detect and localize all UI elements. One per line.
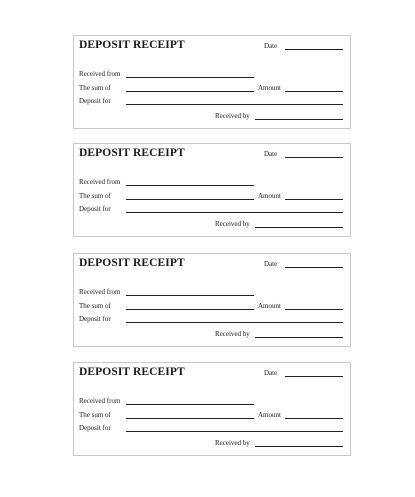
received-from-label: Received from — [79, 178, 121, 186]
date-label: Date — [264, 260, 278, 268]
received-by-field[interactable] — [255, 227, 343, 228]
received-from-label: Received from — [79, 397, 121, 405]
received-by-field[interactable] — [255, 337, 343, 338]
amount-field[interactable] — [285, 199, 343, 200]
received-by-label: Received by — [215, 330, 250, 338]
date-field[interactable] — [285, 157, 343, 158]
amount-field[interactable] — [285, 418, 343, 419]
amount-label: Amount — [258, 84, 281, 92]
received-by-field[interactable] — [255, 119, 343, 120]
deposit-receipt — [73, 253, 351, 347]
deposit-receipt — [73, 35, 351, 129]
sum-label: The sum of — [79, 411, 111, 419]
date-label: Date — [264, 42, 278, 50]
deposit-receipt — [73, 143, 351, 237]
received-from-field[interactable] — [126, 295, 254, 296]
date-field[interactable] — [285, 49, 343, 50]
sum-field[interactable] — [126, 309, 254, 310]
received-from-field[interactable] — [126, 77, 254, 78]
date-field[interactable] — [285, 267, 343, 268]
deposit-for-field[interactable] — [126, 322, 343, 323]
deposit-for-field[interactable] — [126, 104, 343, 105]
amount-label: Amount — [258, 192, 281, 200]
sum-label: The sum of — [79, 84, 111, 92]
deposit-for-label: Deposit for — [79, 205, 111, 213]
date-label: Date — [264, 150, 278, 158]
receipt-title: DEPOSIT RECEIPT — [79, 147, 185, 159]
received-by-label: Received by — [215, 112, 250, 120]
deposit-for-field[interactable] — [126, 431, 343, 432]
amount-label: Amount — [258, 302, 281, 310]
sum-label: The sum of — [79, 302, 111, 310]
sum-field[interactable] — [126, 91, 254, 92]
received-from-label: Received from — [79, 70, 121, 78]
received-by-label: Received by — [215, 220, 250, 228]
receipt-title: DEPOSIT RECEIPT — [79, 257, 185, 269]
deposit-receipt — [73, 362, 351, 456]
receipt-title: DEPOSIT RECEIPT — [79, 39, 185, 51]
date-label: Date — [264, 369, 278, 377]
amount-label: Amount — [258, 411, 281, 419]
sum-field[interactable] — [126, 418, 254, 419]
deposit-for-label: Deposit for — [79, 315, 111, 323]
receipt-title: DEPOSIT RECEIPT — [79, 366, 185, 378]
received-from-field[interactable] — [126, 404, 254, 405]
deposit-for-label: Deposit for — [79, 97, 111, 105]
received-from-label: Received from — [79, 288, 121, 296]
deposit-for-label: Deposit for — [79, 424, 111, 432]
date-field[interactable] — [285, 376, 343, 377]
amount-field[interactable] — [285, 309, 343, 310]
received-by-field[interactable] — [255, 446, 343, 447]
sum-field[interactable] — [126, 199, 254, 200]
received-by-label: Received by — [215, 439, 250, 447]
deposit-for-field[interactable] — [126, 212, 343, 213]
received-from-field[interactable] — [126, 185, 254, 186]
sum-label: The sum of — [79, 192, 111, 200]
amount-field[interactable] — [285, 91, 343, 92]
